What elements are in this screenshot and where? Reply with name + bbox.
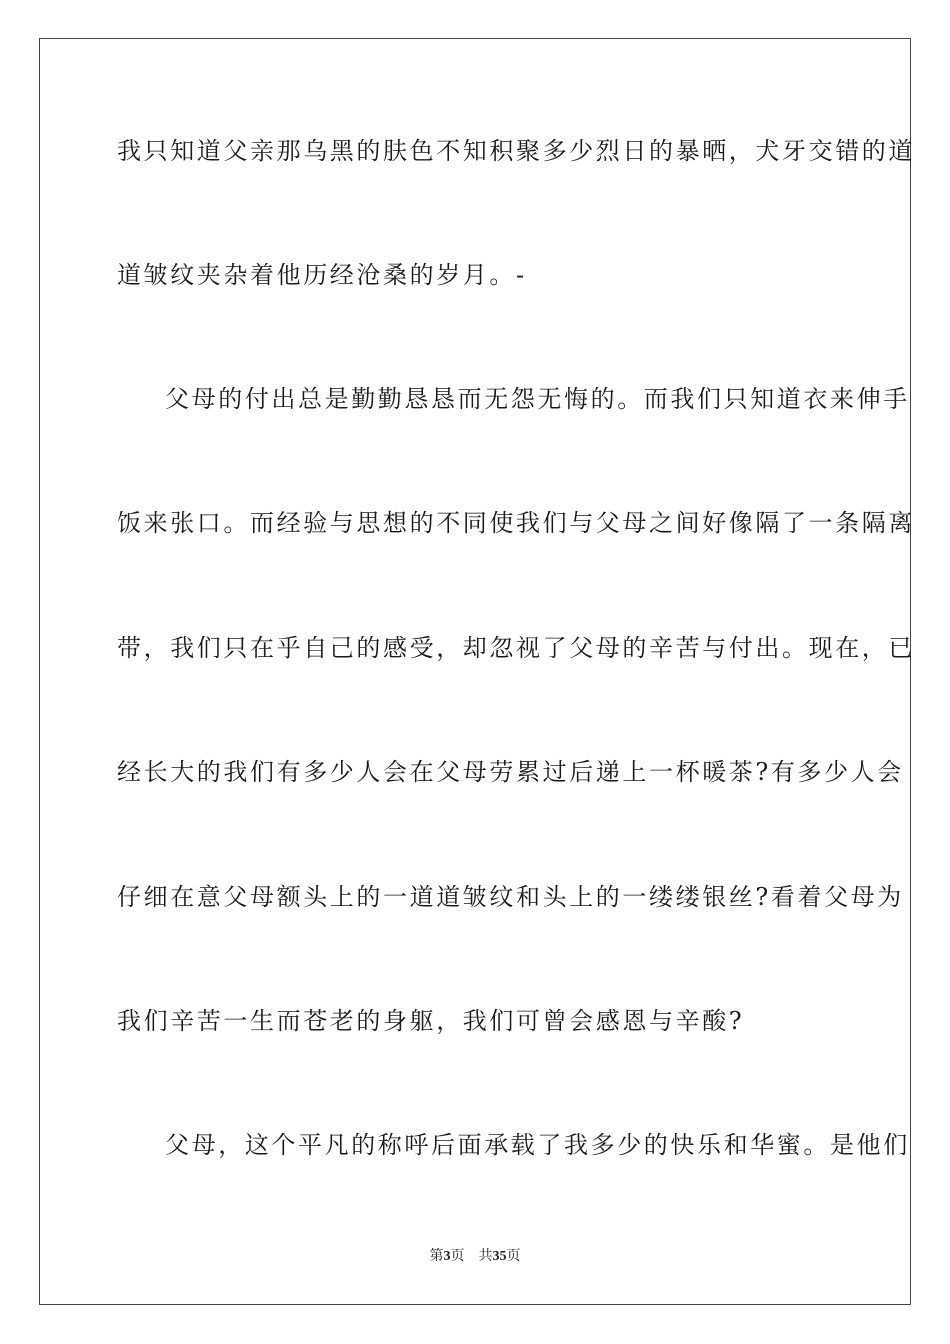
text-line: 经长大的我们有多少人会在父母劳累过后递上一杯暖茶?有多少人会	[117, 758, 904, 786]
text-line: 带，我们只在乎自己的感受，却忽视了父母的辛苦与付出。现在，已	[117, 634, 915, 662]
page-border	[39, 38, 915, 1305]
total-pages: 35	[492, 1249, 507, 1264]
page-prefix: 第	[429, 1248, 444, 1264]
paragraph-first-line: 父母，这个平凡的称呼后面承载了我多少的快乐和华蜜。是他们	[165, 1131, 910, 1159]
total-suffix: 页	[506, 1248, 521, 1264]
page-number: 3	[443, 1249, 451, 1264]
page-suffix: 页	[450, 1248, 465, 1264]
total-prefix: 共	[478, 1248, 493, 1264]
text-line: 道皱纹夹杂着他历经沧桑的岁月。-	[117, 261, 527, 289]
page-footer	[0, 1246, 950, 1267]
text-line: 我们辛苦一生而苍老的身躯，我们可曾会感恩与辛酸?	[117, 1007, 745, 1035]
text-line: 仔细在意父母额头上的一道道皱纹和头上的一缕缕银丝?看着父母为	[117, 883, 904, 911]
paragraph-first-line: 父母的付出总是勤勤恳恳而无怨无悔的。而我们只知道衣来伸手	[165, 385, 910, 413]
text-line: 饭来张口。而经验与思想的不同使我们与父母之间好像隔了一条隔离	[117, 509, 915, 537]
text-line: 我只知道父亲那乌黑的肤色不知积聚多少烈日的暴晒，犬牙交错的道	[117, 137, 915, 165]
